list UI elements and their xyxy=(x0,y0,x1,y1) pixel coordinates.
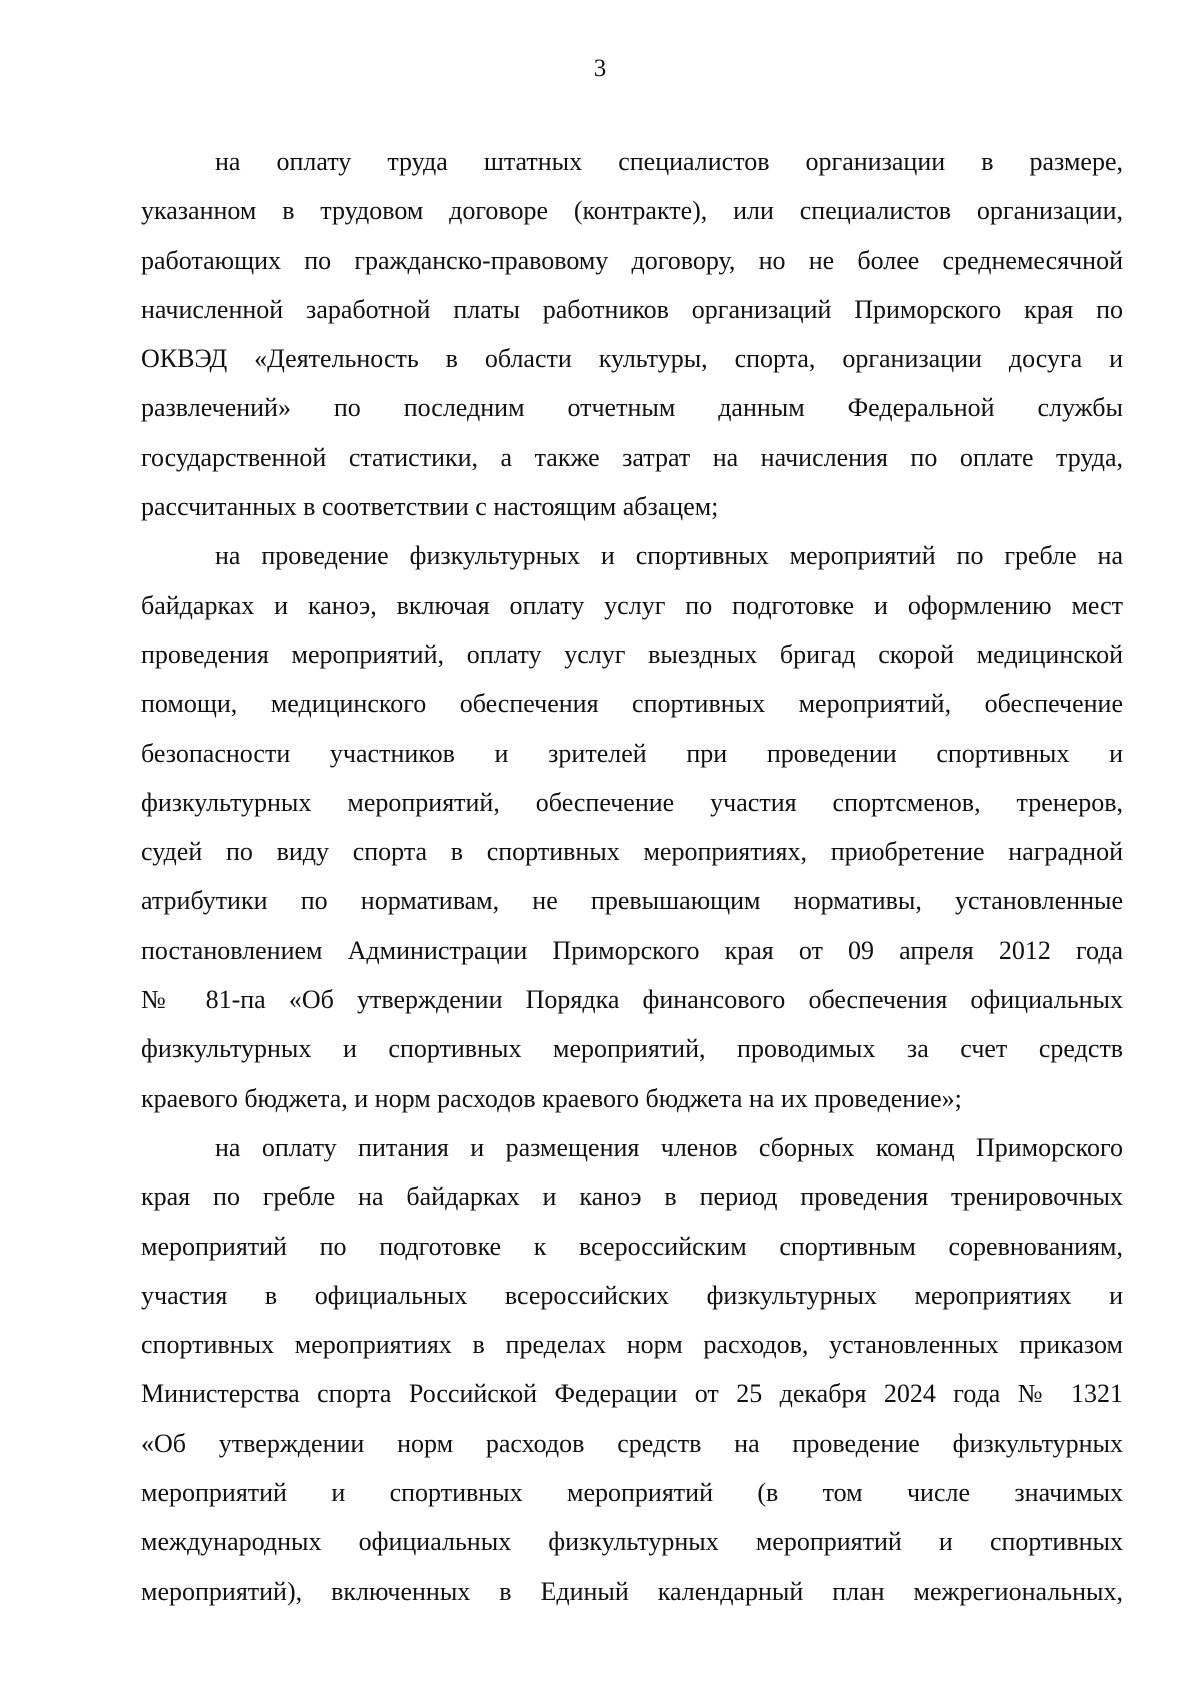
text-line: краевого бюджета, и норм расходов краевого бюджета на их проведение»; xyxy=(141,1083,962,1113)
text-line: развлечений» по последним отчетным данным Федеральной службы xyxy=(141,393,1123,423)
text-line: указанном в трудовом договоре (контракте), или специалистов организации, xyxy=(141,196,1123,226)
text-line: № 81-па «Об утверждении Порядка финансового обеспечения официальных xyxy=(141,985,1123,1015)
text-line: судей по виду спорта в спортивных мероприятиях, приобретение наградной xyxy=(141,837,1123,867)
text-line: помощи, медицинского обеспечения спортивных мероприятий, обеспечение xyxy=(141,689,1123,719)
paragraph-salary xyxy=(141,137,1123,531)
text-line: байдарках и каноэ, включая оплату услуг по подготовке и оформлению мест xyxy=(141,590,1123,620)
text-line: на оплату питания и размещения членов сборных команд Приморского xyxy=(215,1132,1123,1162)
text-line: мероприятий), включенных в Единый календарный план межрегиональных, xyxy=(141,1576,1123,1606)
text-line: начисленной заработной платы работников организаций Приморского края по xyxy=(141,294,1123,324)
text-line: спортивных мероприятиях в пределах норм расходов, установленных приказом xyxy=(141,1330,1123,1360)
text-line: физкультурных и спортивных мероприятий, проводимых за счет средств xyxy=(141,1034,1123,1064)
text-line: на проведение физкультурных и спортивных мероприятий по гребле на xyxy=(215,541,1123,571)
text-line: края по гребле на байдарках и каноэ в период проведения тренировочных xyxy=(141,1182,1123,1212)
text-line: безопасности участников и зрителей при проведении спортивных и xyxy=(141,738,1123,768)
text-line: ОКВЭД «Деятельность в области культуры, спорта, организации досуга и xyxy=(141,344,1123,374)
text-line: физкультурных мероприятий, обеспечение участия спортсменов, тренеров, xyxy=(141,787,1123,817)
text-line: участия в официальных всероссийских физкультурных мероприятиях и xyxy=(141,1280,1123,1310)
text-line: проведения мероприятий, оплату услуг выездных бригад скорой медицинской xyxy=(141,639,1123,669)
text-line: государственной статистики, а также затрат на начисления по оплате труда, xyxy=(141,442,1123,472)
text-line: на оплату труда штатных специалистов организации в размере, xyxy=(215,147,1123,176)
text-line: работающих по гражданско-правовому договору, но не более среднемесячной xyxy=(141,245,1123,275)
paragraph-events xyxy=(141,531,1123,1123)
text-line: «Об утверждении норм расходов средств на проведение физкультурных xyxy=(141,1428,1123,1458)
text-line: Министерства спорта Российской Федерации от 25 декабря 2024 года № 1321 xyxy=(141,1379,1123,1409)
text-line: рассчитанных в соответствии с настоящим абзацем; xyxy=(141,492,719,522)
text-line: международных официальных физкультурных мероприятий и спортивных xyxy=(141,1527,1123,1557)
page-number: 3 xyxy=(593,55,607,82)
paragraph-meals-accommodation xyxy=(141,1123,1123,1616)
text-line: мероприятий и спортивных мероприятий (в том числе значимых xyxy=(141,1478,1123,1508)
text-line: атрибутики по нормативам, не превышающим нормативы, установленные xyxy=(141,886,1123,916)
text-line: мероприятий по подготовке к всероссийским спортивным соревнованиям, xyxy=(141,1231,1123,1261)
text-line: постановлением Администрации Приморского края от 09 апреля 2012 года xyxy=(141,935,1123,965)
document-body xyxy=(141,137,1123,1616)
